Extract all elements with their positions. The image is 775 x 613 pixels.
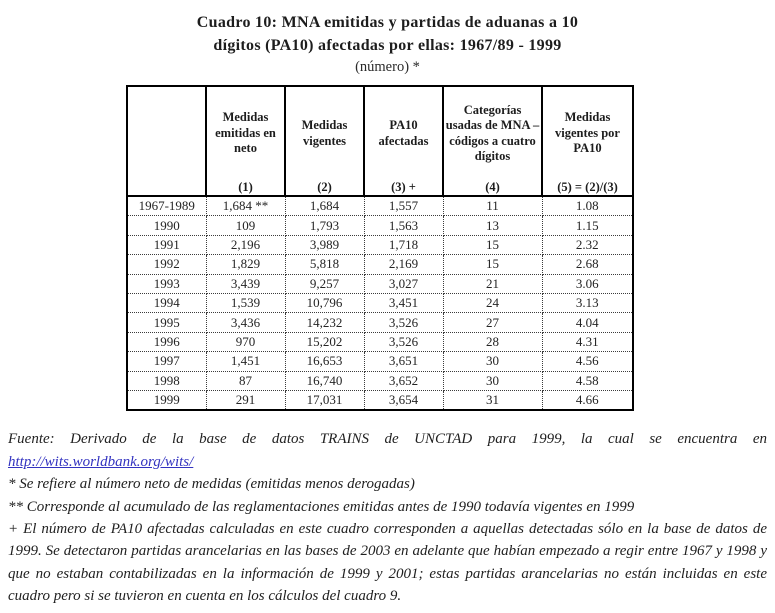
table-row xyxy=(127,216,633,235)
value-cell: 1,563 xyxy=(364,216,443,235)
year-cell: 1992 xyxy=(127,255,206,274)
table-row xyxy=(127,313,633,332)
column-header-label: Categorías usadas de MNA –códigos a cuatro dígitos xyxy=(445,102,540,163)
title-line-1: Cuadro 10: MNA emitidas y partidas de aduanas a 10 xyxy=(196,14,579,31)
column-header xyxy=(285,86,364,196)
value-cell: 15,202 xyxy=(285,332,364,351)
value-cell: 4.66 xyxy=(542,390,633,410)
value-cell: 1,539 xyxy=(206,293,285,312)
value-cell: 31 xyxy=(443,390,542,410)
value-cell: 4.04 xyxy=(542,313,633,332)
value-cell: 109 xyxy=(206,216,285,235)
value-cell: 3,439 xyxy=(206,274,285,293)
value-cell: 3.13 xyxy=(542,293,633,312)
column-header xyxy=(542,86,633,196)
value-cell: 15 xyxy=(443,235,542,254)
value-cell: 1,829 xyxy=(206,255,285,274)
table-row xyxy=(127,293,633,312)
value-cell: 9,257 xyxy=(285,274,364,293)
table-row xyxy=(127,196,633,216)
value-cell: 27 xyxy=(443,313,542,332)
value-cell: 1.15 xyxy=(542,216,633,235)
value-cell: 10,796 xyxy=(285,293,364,312)
table-body xyxy=(127,196,633,410)
value-cell: 5,818 xyxy=(285,255,364,274)
column-header-label xyxy=(129,88,204,195)
value-cell: 1,557 xyxy=(364,196,443,216)
year-cell: 1967-1989 xyxy=(127,196,206,216)
value-cell: 3,652 xyxy=(364,371,443,390)
value-cell: 1,451 xyxy=(206,352,285,371)
title-line-2: dígitos (PA10) afectadas por ellas: 1967/89 - 1999 xyxy=(213,37,562,54)
value-cell: 3,451 xyxy=(364,293,443,312)
year-cell: 1995 xyxy=(127,313,206,332)
value-cell: 970 xyxy=(206,332,285,351)
value-cell: 17,031 xyxy=(285,390,364,410)
value-cell: 3,526 xyxy=(364,313,443,332)
value-cell: 3,027 xyxy=(364,274,443,293)
value-cell: 2.32 xyxy=(542,235,633,254)
footnote-star: * Se refiere al número neto de medidas (emitidas menos derogadas) xyxy=(8,476,415,493)
value-cell: 1,684 ** xyxy=(206,196,285,216)
table-row xyxy=(127,274,633,293)
column-header-number: (1) xyxy=(238,180,253,194)
value-cell: 13 xyxy=(443,216,542,235)
value-cell: 3,654 xyxy=(364,390,443,410)
data-table xyxy=(126,85,634,411)
year-cell: 1990 xyxy=(127,216,206,235)
value-cell: 24 xyxy=(443,293,542,312)
column-header-label: Medidas emitidas en neto xyxy=(215,110,276,156)
value-cell: 16,653 xyxy=(285,352,364,371)
column-header xyxy=(127,86,206,196)
table-title xyxy=(0,0,775,78)
value-cell: 2,196 xyxy=(206,235,285,254)
value-cell: 1,793 xyxy=(285,216,364,235)
value-cell: 2,169 xyxy=(364,255,443,274)
value-cell: 3,651 xyxy=(364,352,443,371)
value-cell: 3,436 xyxy=(206,313,285,332)
table-row xyxy=(127,332,633,351)
column-header-number: (4) xyxy=(485,180,500,194)
year-cell: 1999 xyxy=(127,390,206,410)
column-header-label: PA10 afectadas xyxy=(378,118,429,148)
value-cell: 30 xyxy=(443,352,542,371)
column-header-number: (5) = (2)/(3) xyxy=(557,180,618,194)
column-header xyxy=(443,86,542,196)
table-header-row xyxy=(127,86,633,196)
value-cell: 16,740 xyxy=(285,371,364,390)
column-header xyxy=(364,86,443,196)
value-cell: 4.56 xyxy=(542,352,633,371)
column-header-number: (3) + xyxy=(391,180,416,194)
footnote-doublestar: ** Corresponde al acumulado de las reglamentaciones emitidas antes de 1990 todavía vigentes en 1999 xyxy=(8,498,635,515)
table-row xyxy=(127,390,633,410)
value-cell: 4.58 xyxy=(542,371,633,390)
year-cell: 1996 xyxy=(127,332,206,351)
source-link-line xyxy=(8,451,767,473)
table-row xyxy=(127,352,633,371)
footnote-plus: + El número de PA10 afectadas calculadas en este cuadro corresponden a aquellas detectadas sólo en la base de datos de 1999. Se detectaron partidas arancelarias en las bases de 2003 en adelante que habían empezado a regir entre 1967 y 1998 y que no estaban contabilizadas en la información de 1999 y 2001; estas partidas arancelarias no están incluidas en este cuadro pero si se tuvieron en cuenta en los cálculos del cuadro 9. xyxy=(8,520,767,605)
table-row xyxy=(127,371,633,390)
value-cell: 14,232 xyxy=(285,313,364,332)
year-cell: 1994 xyxy=(127,293,206,312)
column-header-number: (2) xyxy=(317,180,332,194)
footnotes xyxy=(8,428,767,607)
value-cell: 1,684 xyxy=(285,196,364,216)
column-header-label: Medidas vigentes xyxy=(301,118,348,148)
source-link[interactable]: http://wits.worldbank.org/wits/ xyxy=(8,453,194,470)
value-cell: 87 xyxy=(206,371,285,390)
value-cell: 4.31 xyxy=(542,332,633,351)
table-row xyxy=(127,235,633,254)
table-row xyxy=(127,255,633,274)
value-cell: 21 xyxy=(443,274,542,293)
title-line-3: (número) * xyxy=(355,59,420,75)
value-cell: 3.06 xyxy=(542,274,633,293)
year-cell: 1993 xyxy=(127,274,206,293)
value-cell: 11 xyxy=(443,196,542,216)
value-cell: 3,526 xyxy=(364,332,443,351)
year-cell: 1997 xyxy=(127,352,206,371)
column-header-label: Medidas vigentes por PA10 xyxy=(555,110,620,156)
source-note: Fuente: Derivado de la base de datos TRAINS de UNCTAD para 1999, la cual se encuentra en xyxy=(8,431,767,448)
value-cell: 28 xyxy=(443,332,542,351)
column-header xyxy=(206,86,285,196)
value-cell: 15 xyxy=(443,255,542,274)
year-cell: 1998 xyxy=(127,371,206,390)
value-cell: 291 xyxy=(206,390,285,410)
value-cell: 1,718 xyxy=(364,235,443,254)
value-cell: 1.08 xyxy=(542,196,633,216)
value-cell: 3,989 xyxy=(285,235,364,254)
value-cell: 30 xyxy=(443,371,542,390)
value-cell: 2.68 xyxy=(542,255,633,274)
year-cell: 1991 xyxy=(127,235,206,254)
